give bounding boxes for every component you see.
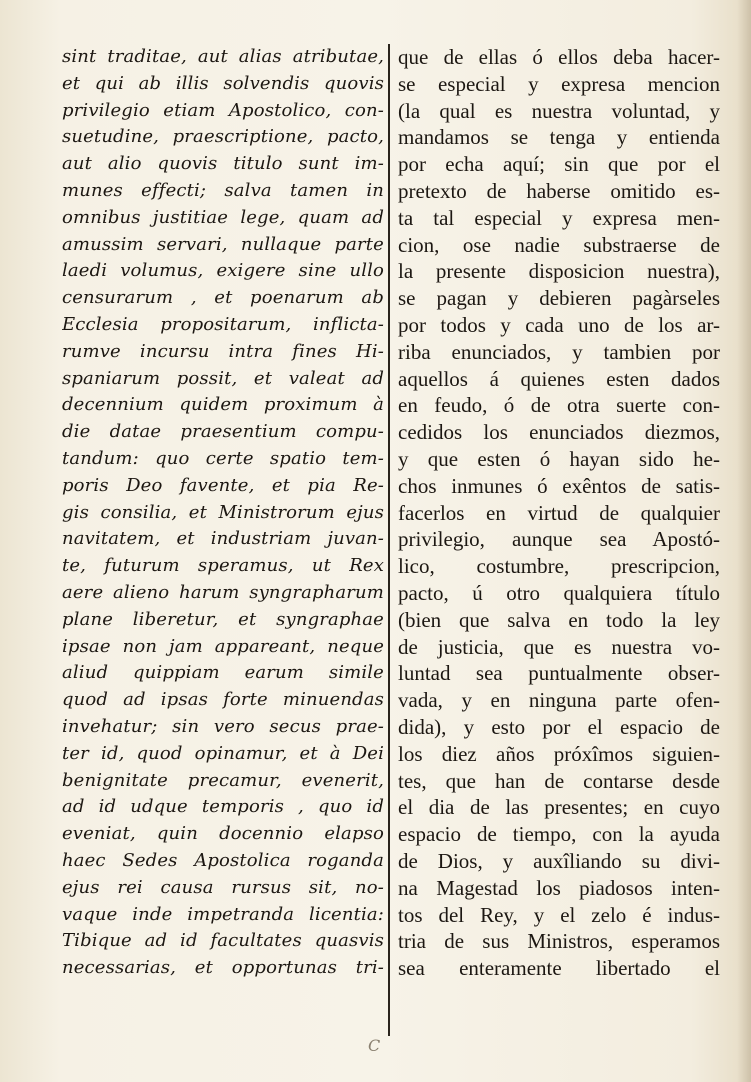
- text-line: aere alieno harum syngrapharum: [62, 581, 384, 603]
- text-line: necessarias, et opportunas tri-: [62, 957, 384, 979]
- text-line: tes, que han de contarse desde: [398, 768, 720, 793]
- latin-column: [62, 44, 384, 982]
- text-line: amussim servari, nullaque parte: [62, 233, 384, 255]
- page-edge-shadow: [737, 0, 751, 1082]
- text-line: la presente disposicion nuestra),: [398, 259, 720, 284]
- text-line: decennium quidem proximum à: [62, 394, 384, 416]
- text-line: censurarum , et poenarum ab: [62, 287, 384, 309]
- text-line: sea enteramente libertado el: [398, 956, 720, 981]
- text-line: vaque inde impetranda licentia:: [62, 903, 384, 925]
- text-line: riba enunciados, y tambien por: [398, 339, 720, 364]
- text-line: de justicia, que es nuestra vo-: [398, 634, 720, 659]
- text-line: pretexto de haberse omitido es-: [398, 178, 720, 203]
- text-line: tria de sus Ministros, esperamos: [398, 929, 720, 954]
- text-line: cion, ose nadie substraerse de: [398, 232, 720, 257]
- text-line: luntad sea puntualmente obser-: [398, 661, 720, 686]
- text-line: se especial y expresa mencion: [398, 71, 720, 96]
- text-line: ipsae non jam appareant, neque: [62, 635, 384, 657]
- text-line: facerlos en virtud de qualquier: [398, 500, 720, 525]
- text-line: ejus rei causa rursus sit, no-: [62, 876, 384, 898]
- text-line: los diez años próxîmos siguien-: [398, 741, 720, 766]
- text-line: tos del Rey, y el zelo é indus-: [398, 902, 720, 927]
- text-line: benignitate precamur, evenerit,: [62, 769, 384, 791]
- text-line: munes effecti; salva tamen in: [62, 179, 384, 201]
- text-line: espacio de tiempo, con la ayuda: [398, 822, 720, 847]
- text-line: Ecclesia propositarum, inflicta-: [62, 313, 384, 335]
- text-line: el dia de las presentes; en cuyo: [398, 795, 720, 820]
- text-line: invehatur; sin vero secus prae-: [62, 715, 384, 737]
- text-line: plane liberetur, et syngraphae: [62, 608, 384, 630]
- text-line: ta tal especial y expresa men-: [398, 205, 720, 230]
- text-line: pacto, ú otro qualquiera título: [398, 580, 720, 605]
- text-line: ad id udque temporis , quo id: [62, 796, 384, 818]
- text-line: eveniat, quin docennio elapso: [62, 823, 384, 845]
- text-line: na Magestad los piadosos inten-: [398, 875, 720, 900]
- text-line: de Dios, y auxîliando su divi-: [398, 848, 720, 873]
- signature-mark: C: [368, 1036, 381, 1055]
- text-line: mandamos se tenga y entienda: [398, 125, 720, 150]
- text-line: chos inmunes ó exêntos de satis-: [398, 473, 720, 498]
- text-line: (la qual es nuestra voluntad, y: [398, 98, 720, 123]
- text-line: et qui ab illis solvendis quovis: [62, 72, 384, 94]
- column-divider: [388, 44, 390, 1036]
- text-line: vada, y en ninguna parte ofen-: [398, 688, 720, 713]
- text-line: poris Deo favente, et pia Re-: [62, 474, 384, 496]
- text-line: haec Sedes Apostolica roganda: [62, 849, 384, 871]
- text-line: die datae praesentium compu-: [62, 421, 384, 443]
- text-line: te, futurum speramus, ut Rex: [62, 555, 384, 577]
- text-line: aliud quippiam earum simile: [62, 662, 384, 684]
- text-line: laedi volumus, exigere sine ullo: [62, 260, 384, 282]
- text-line: (bien que salva en todo la ley: [398, 607, 720, 632]
- text-line: rumve incursu intra fines Hi-: [62, 340, 384, 362]
- text-line: ter id, quod opinamur, et à Dei: [62, 742, 384, 764]
- text-line: quod ad ipsas forte minuendas: [62, 689, 384, 711]
- text-line: lico, costumbre, prescripcion,: [398, 554, 720, 579]
- text-line: y que esten ó hayan sido he-: [398, 446, 720, 471]
- text-line: aquellos á quienes esten dados: [398, 366, 720, 391]
- text-line: por todos y cada uno de los ar-: [398, 312, 720, 337]
- spanish-column: [398, 44, 720, 982]
- text-line: se pagan y debieren pagàrseles: [398, 286, 720, 311]
- text-line: navitatem, et industriam juvan-: [62, 528, 384, 550]
- text-line: aut alio quovis titulo sunt im-: [62, 153, 384, 175]
- text-line: omnibus justitiae lege, quam ad: [62, 206, 384, 228]
- text-line: en feudo, ó de otra suerte con-: [398, 393, 720, 418]
- text-line: spaniarum possit, et valeat ad: [62, 367, 384, 389]
- text-line: sint traditae, aut alias atributae,: [62, 46, 384, 67]
- text-line: dida), y esto por el espacio de: [398, 714, 720, 739]
- text-line: cedidos los enunciados diezmos,: [398, 420, 720, 445]
- text-line: privilegio, aunque sea Apostó-: [398, 527, 720, 552]
- text-line: gis consilia, et Ministrorum ejus: [62, 501, 384, 523]
- text-line: suetudine, praescriptione, pacto,: [62, 126, 384, 148]
- text-line: que de ellas ó ellos deba hacer-: [398, 45, 720, 69]
- text-line: Tibique ad id facultates quasvis: [62, 930, 384, 952]
- text-line: privilegio etiam Apostolico, con-: [62, 99, 384, 121]
- text-line: tandum: quo certe spatio tem-: [62, 447, 384, 469]
- text-line: por echa aquí; sin que por el: [398, 152, 720, 177]
